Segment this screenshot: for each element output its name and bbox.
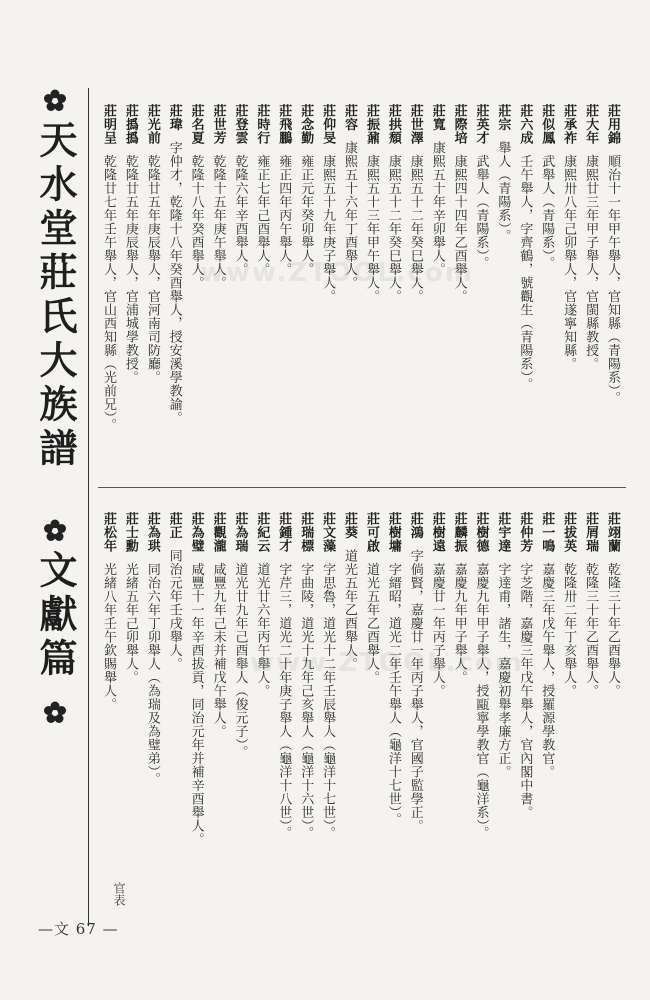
entry-text: 乾隆廿五年庚辰舉人，官河南司防廳。 xyxy=(144,154,160,384)
entry-text: 雍正元年癸卯舉人。 xyxy=(298,154,314,276)
entry-text: 壬午舉人，字齊鶴，號觀生（青陽系）。 xyxy=(517,154,533,391)
entry-text: 嘉慶九年甲子舉人。 xyxy=(451,562,467,684)
entry-text: 字達甫，諸生，嘉慶初舉孝廉方正。 xyxy=(495,562,511,779)
person-name: 莊翊蘭 xyxy=(605,512,620,553)
entry-column xyxy=(294,104,316,276)
entry-column xyxy=(294,512,316,840)
person-name: 莊英才 xyxy=(473,104,489,145)
person-name: 莊念勤 xyxy=(298,104,314,145)
person-name: 莊大年 xyxy=(583,104,599,145)
person-name: 莊明呈 xyxy=(101,104,116,145)
entry-column xyxy=(272,512,294,840)
entry-column xyxy=(535,104,557,270)
person-name: 莊瑋 xyxy=(166,104,182,131)
entry-text: 字倘賢，嘉慶廿一年丙子舉人，官國子監學正。 xyxy=(407,549,423,833)
person-name: 莊容 xyxy=(342,104,358,131)
watermark-lower: www.ZTOOL.com xyxy=(250,648,524,678)
entry-text: 乾隆十五年庚午舉人。 xyxy=(210,154,226,290)
entry-text: 嘉慶三年戊午舉人，授羅源學教官。 xyxy=(539,562,555,779)
plum-blossom-icon xyxy=(42,518,68,544)
entry-text: 雍正四年丙午舉人。 xyxy=(276,154,292,276)
person-name: 莊名夏 xyxy=(188,104,204,145)
entry-column xyxy=(316,512,338,840)
person-name: 莊時行 xyxy=(254,104,270,145)
person-name: 莊拱頹 xyxy=(385,104,401,145)
person-name: 莊撝撝 xyxy=(122,104,138,145)
entry-column xyxy=(272,104,294,276)
entry-text: 雍正七年己酉舉人。 xyxy=(254,154,270,276)
entry-column xyxy=(491,512,513,779)
entry-column xyxy=(207,104,229,290)
entry-column xyxy=(250,104,272,276)
person-name: 莊飛鵬 xyxy=(276,104,292,145)
entry-column xyxy=(601,512,623,698)
person-name: 莊屑瑞 xyxy=(583,512,599,553)
entry-column xyxy=(404,104,426,303)
entry-text: 同治六年丁卯舉人（為瑞及為璧弟）。 xyxy=(144,562,160,786)
entry-text: 武舉人（青陽系）。 xyxy=(473,154,489,270)
page-number: —文 67 — xyxy=(38,920,119,938)
person-name: 莊麟振 xyxy=(451,512,467,553)
person-name: 莊承祚 xyxy=(561,104,577,145)
person-name: 莊觀瀧 xyxy=(210,512,226,553)
entry-column xyxy=(557,104,579,371)
person-name: 莊樹遠 xyxy=(429,512,445,553)
entry-text: 康熙五十六年丁酉舉人。 xyxy=(342,141,358,290)
entry-column xyxy=(557,512,579,698)
entry-text: 咸豐十一年辛酉拔貢，同治元年并補辛酉舉人。 xyxy=(188,562,204,846)
entry-column xyxy=(163,104,185,425)
person-name: 莊樹墉 xyxy=(385,512,401,553)
entry-text: 嘉慶九年甲子舉人，授甌寧學教官（龜洋系）。 xyxy=(473,562,489,840)
entry-text: 字芝階，嘉慶三年戊午舉人，官內閣中書。 xyxy=(517,562,533,819)
entry-text: 康熙卅八年己卯舉人，官遂寧知縣。 xyxy=(561,154,577,371)
entry-column xyxy=(250,512,272,698)
entry-column xyxy=(119,512,141,684)
entry-text: 順治十一年甲午舉人，官知縣（青陽系）。 xyxy=(605,154,620,405)
entry-column xyxy=(141,512,163,786)
entry-column xyxy=(360,104,382,303)
entry-column xyxy=(316,104,338,303)
person-name: 莊瑞標 xyxy=(298,512,314,553)
entry-column xyxy=(579,104,601,371)
entry-text: 字曲陵，道光十九年己亥舉人（龜洋十六世）。 xyxy=(298,562,314,840)
entry-text: 武舉人（青陽系）。 xyxy=(539,154,555,270)
entry-text: 康熙五十二年癸巳舉人。 xyxy=(385,154,401,303)
entry-column xyxy=(360,512,382,684)
entry-text: 字仲才，乾隆十八年癸酉舉人，授安溪學教諭。 xyxy=(166,141,182,425)
entry-column xyxy=(579,512,601,698)
entry-text: 嘉慶廿一年丙子舉人。 xyxy=(429,562,445,698)
entry-text: 乾隆廿五年庚辰舉人，官浦城學教授。 xyxy=(122,154,138,384)
entry-column xyxy=(470,512,492,840)
book-title: 天水堂莊氏大族譜 xyxy=(33,120,78,472)
divider-line xyxy=(98,487,626,488)
entry-column xyxy=(163,512,185,671)
entry-column xyxy=(97,512,119,711)
person-name: 莊宗 xyxy=(495,104,511,131)
entry-column xyxy=(448,512,470,684)
entry-column xyxy=(601,104,623,405)
entry-column xyxy=(97,104,119,432)
person-name: 莊一鳴 xyxy=(539,512,555,553)
person-name: 莊用錦 xyxy=(605,104,620,145)
frame-border-left xyxy=(88,88,89,926)
entry-text: 乾隆廿七年壬午舉人，官山西知縣（光前兄）。 xyxy=(101,154,116,432)
person-name: 莊似鳳 xyxy=(539,104,555,145)
person-name: 莊松年 xyxy=(101,512,116,553)
entry-column xyxy=(185,512,207,846)
entry-text: 乾隆卅二年丁亥舉人。 xyxy=(561,562,577,698)
person-name: 莊鴻 xyxy=(407,512,423,539)
entry-column xyxy=(228,104,250,276)
person-name: 莊士勳 xyxy=(122,512,138,553)
person-name: 莊文藻 xyxy=(320,512,336,553)
person-name: 莊宇達 xyxy=(495,512,511,553)
entry-column xyxy=(228,512,250,759)
entry-text: 字縉昭，道光二年壬午舉人（龜洋十七世）。 xyxy=(385,562,401,826)
entry-text: 乾隆三十年乙酉舉人。 xyxy=(605,562,620,698)
entry-text: 道光廿六年丙午舉人。 xyxy=(254,562,270,698)
person-name: 莊為珙 xyxy=(144,512,160,553)
entry-column xyxy=(404,512,426,833)
person-name: 莊紀云 xyxy=(254,512,270,553)
entry-text: 康熙五十三年甲午舉人。 xyxy=(363,154,379,303)
entry-column xyxy=(513,104,535,391)
person-name: 莊振鼐 xyxy=(363,104,379,145)
entry-text: 康熙廿三年甲子舉人，官閩縣教授。 xyxy=(583,154,599,371)
entry-column xyxy=(382,104,404,303)
person-name: 莊寬 xyxy=(429,104,445,131)
person-name: 莊世芳 xyxy=(210,104,226,145)
entry-text: 乾隆六年辛酉舉人。 xyxy=(232,154,248,276)
person-name: 莊葵 xyxy=(342,512,358,539)
section-label: 官表 xyxy=(112,882,126,906)
entry-text: 光緒五年己卯舉人。 xyxy=(122,562,138,684)
person-name: 莊世澤 xyxy=(407,104,423,145)
entry-text: 道光廿九年己酉舉人（俊元子）。 xyxy=(232,562,248,759)
entry-text: 道光五年乙酉舉人。 xyxy=(363,562,379,684)
entry-text: 康熙五十二年癸巳舉人。 xyxy=(407,154,423,303)
entry-text: 康熙四十四年乙酉舉人。 xyxy=(451,154,467,303)
entry-column xyxy=(141,104,163,384)
entry-column xyxy=(513,512,535,819)
person-name: 莊拔英 xyxy=(561,512,577,553)
person-name: 莊正 xyxy=(166,512,182,539)
person-name: 莊光前 xyxy=(144,104,160,145)
entry-text: 康熙五十九年庚子舉人。 xyxy=(320,154,336,303)
entry-text: 道光五年乙酉舉人。 xyxy=(342,549,358,671)
entry-text: 字芹三，道光二十年庚子舉人（龜洋十八世）。 xyxy=(276,562,292,840)
entry-text: 同治元年壬戌舉人。 xyxy=(166,549,182,671)
entry-column xyxy=(207,512,229,738)
entry-text: 光緒八年壬午欽賜舉人。 xyxy=(101,562,116,711)
entry-text: 字思魯，道光十二年壬辰舉人（龜洋十七世）。 xyxy=(320,562,336,840)
entry-column xyxy=(426,104,448,276)
plum-blossom-icon xyxy=(42,700,68,726)
entry-column xyxy=(448,104,470,303)
person-name: 莊可啟 xyxy=(363,512,379,553)
watermark-upper: www.ZTOOL.com xyxy=(200,258,474,288)
section-title: 文獻篇 xyxy=(33,550,78,682)
entry-text: 舉人（青陽系）。 xyxy=(495,141,511,243)
entry-column xyxy=(535,512,557,779)
person-name: 莊登雲 xyxy=(232,104,248,145)
entry-column xyxy=(491,104,513,243)
entry-column xyxy=(338,512,360,671)
entry-column xyxy=(119,104,141,384)
person-name: 莊仲芳 xyxy=(517,512,533,553)
person-name: 莊六成 xyxy=(517,104,533,145)
title-column xyxy=(30,88,80,928)
entry-column xyxy=(470,104,492,270)
entry-text: 乾隆三十年乙酉舉人。 xyxy=(583,562,599,698)
entry-column xyxy=(382,512,404,826)
person-name: 莊為璧 xyxy=(188,512,204,553)
person-name: 莊樹德 xyxy=(473,512,489,553)
person-name: 莊為瑞 xyxy=(232,512,248,553)
entry-text: 乾隆十八年癸酉舉人。 xyxy=(188,154,204,290)
entry-text: 康熙五十年辛卯舉人。 xyxy=(429,141,445,276)
person-name: 莊際培 xyxy=(451,104,467,145)
person-name: 莊仰旻 xyxy=(320,104,336,145)
entry-column xyxy=(185,104,207,290)
entry-column xyxy=(426,512,448,698)
entry-text: 咸豐九年己未并補戊午舉人。 xyxy=(210,562,226,738)
plum-blossom-icon xyxy=(42,88,68,114)
person-name: 莊鍾才 xyxy=(276,512,292,553)
entry-column xyxy=(338,104,360,290)
